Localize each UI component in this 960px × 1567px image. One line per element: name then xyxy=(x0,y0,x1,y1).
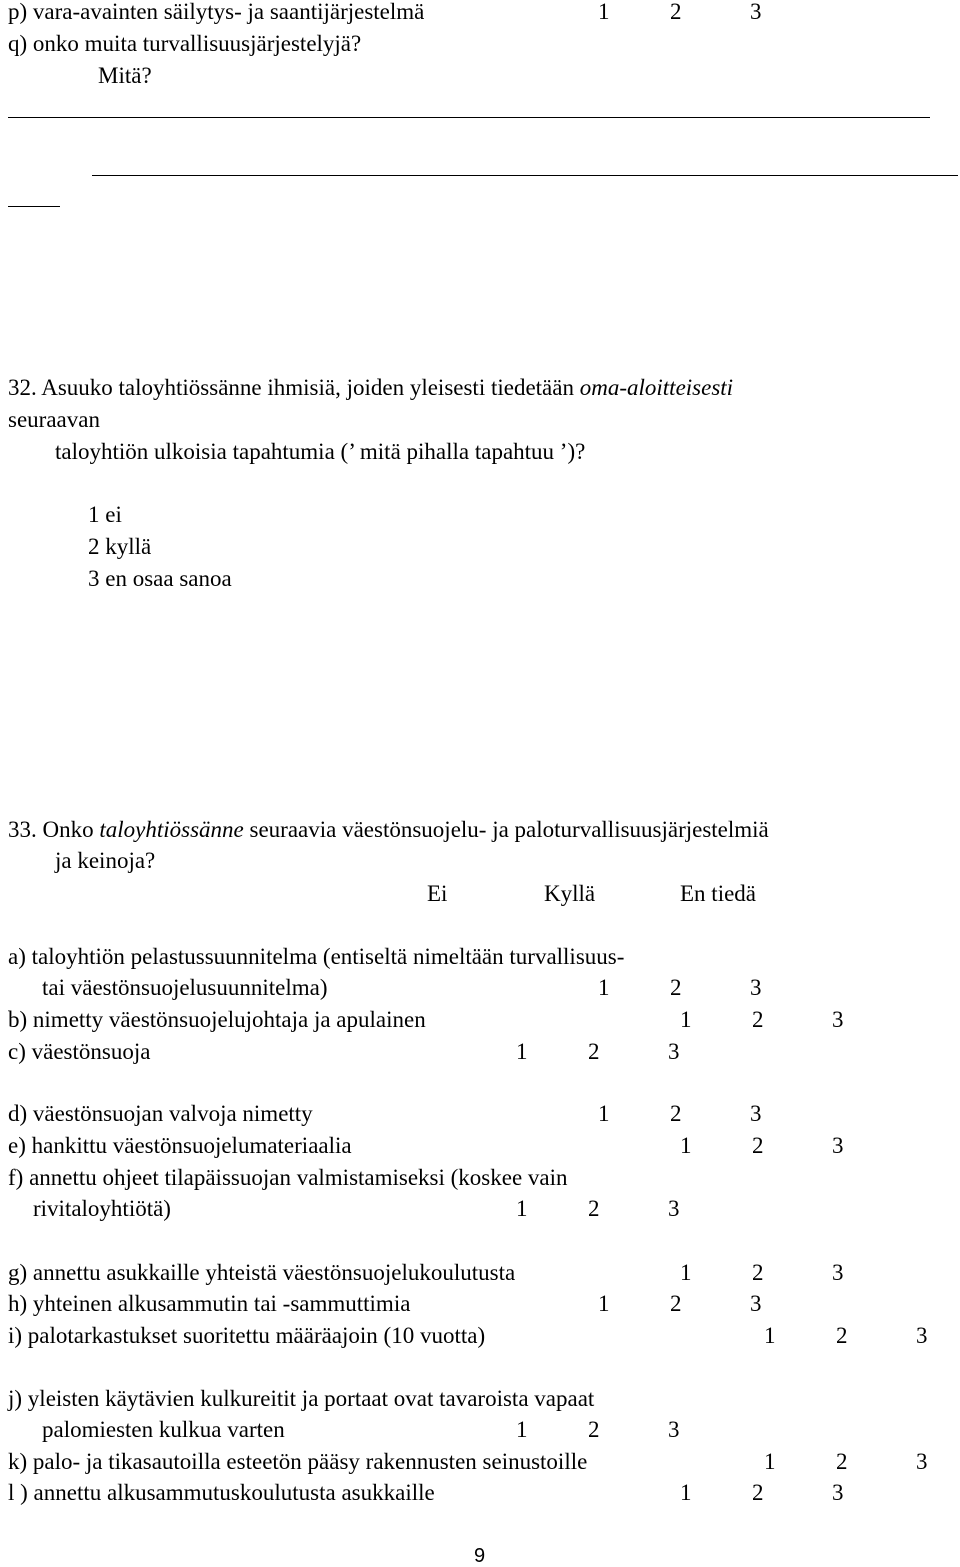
item-a-option-3: 3 xyxy=(750,975,762,1000)
answer-line-2 xyxy=(92,175,958,176)
item-q-sub-label: Mitä? xyxy=(98,63,152,88)
item-p-label: p) vara-avainten säilytys- ja saantijärjestelmä xyxy=(8,0,425,24)
item-b-option-3: 3 xyxy=(832,1007,844,1032)
item-g-option-2: 2 xyxy=(752,1260,764,1285)
item-c-option-3: 3 xyxy=(668,1039,680,1064)
item-f-option-1: 1 xyxy=(516,1196,528,1221)
item-i-option-2: 2 xyxy=(836,1323,848,1348)
item-e-option-1: 1 xyxy=(680,1133,692,1158)
item-q-label: q) onko muita turvallisuusjärjestelyjä? xyxy=(8,31,362,56)
item-f-line-1: f) annettu ohjeet tilapäissuojan valmistamiseksi (koskee vain xyxy=(8,1165,568,1190)
item-k-option-2: 2 xyxy=(836,1449,848,1474)
item-i-option-3: 3 xyxy=(916,1323,928,1348)
item-c-option-2: 2 xyxy=(588,1039,600,1064)
header-kylla: Kyllä xyxy=(544,881,596,906)
item-c-option-1: 1 xyxy=(516,1039,528,1064)
q32-line-2: seuraavan xyxy=(8,407,100,432)
q33-line-2: ja keinoja? xyxy=(55,848,156,873)
item-p-option-2: 2 xyxy=(670,0,682,24)
item-a-line-2: tai väestönsuojelusuunnitelma) xyxy=(42,975,328,1000)
item-g-option-3: 3 xyxy=(832,1260,844,1285)
item-k-option-1: 1 xyxy=(764,1449,776,1474)
header-en-tieda: En tiedä xyxy=(680,881,756,906)
item-l-option-3: 3 xyxy=(832,1480,844,1505)
item-h-option-3: 3 xyxy=(750,1291,762,1316)
item-l-option-2: 2 xyxy=(752,1480,764,1505)
item-l-option-1: 1 xyxy=(680,1480,692,1505)
item-a-option-1: 1 xyxy=(598,975,610,1000)
q32-line-3: taloyhtiön ulkoisia tapahtumia (’ mitä pihalla tapahtuu ’)? xyxy=(55,439,586,464)
item-d-option-1: 1 xyxy=(598,1101,610,1126)
item-e-option-2: 2 xyxy=(752,1133,764,1158)
item-f-option-3: 3 xyxy=(668,1196,680,1221)
item-d-label: d) väestönsuojan valvoja nimetty xyxy=(8,1101,313,1126)
item-i-option-1: 1 xyxy=(764,1323,776,1348)
item-e-label: e) hankittu väestönsuojelumateriaalia xyxy=(8,1133,352,1158)
item-a-option-2: 2 xyxy=(670,975,682,1000)
answer-line-3 xyxy=(8,206,60,207)
item-p-option-1: 1 xyxy=(598,0,610,24)
item-b-option-2: 2 xyxy=(752,1007,764,1032)
item-d-option-3: 3 xyxy=(750,1101,762,1126)
item-h-label: h) yhteinen alkusammutin tai -sammuttimia xyxy=(8,1291,411,1316)
item-a-line-1: a) taloyhtiön pelastussuunnitelma (entiseltä nimeltään turvallisuus- xyxy=(8,944,625,969)
answer-line-1 xyxy=(8,117,930,118)
item-c-label: c) väestönsuoja xyxy=(8,1039,151,1064)
item-d-option-2: 2 xyxy=(670,1101,682,1126)
q32-option-1: 1 ei xyxy=(88,502,122,527)
item-g-label: g) annettu asukkaille yhteistä väestönsuojelukoulutusta xyxy=(8,1260,516,1285)
page-number: 9 xyxy=(474,1545,486,1567)
item-h-option-1: 1 xyxy=(598,1291,610,1316)
q32-line-1: 32. Asuuko taloyhtiössänne ihmisiä, joiden yleisesti tiedetään oma-aloitteisesti xyxy=(8,375,734,400)
item-b-option-1: 1 xyxy=(680,1007,692,1032)
item-l-label: l ) annettu alkusammutuskoulutusta asukkaille xyxy=(8,1480,435,1505)
item-b-label: b) nimetty väestönsuojelujohtaja ja apulainen xyxy=(8,1007,426,1032)
item-p-option-3: 3 xyxy=(750,0,762,24)
header-ei: Ei xyxy=(427,881,448,906)
item-j-option-3: 3 xyxy=(668,1417,680,1442)
item-k-label: k) palo- ja tikasautoilla esteetön pääsy rakennusten seinustoille xyxy=(8,1449,588,1474)
item-k-option-3: 3 xyxy=(916,1449,928,1474)
item-f-line-2: rivitaloyhtiötä) xyxy=(33,1196,171,1221)
item-e-option-3: 3 xyxy=(832,1133,844,1158)
item-i-label: i) palotarkastukset suoritettu määräajoin (10 vuotta) xyxy=(8,1323,486,1348)
item-g-option-1: 1 xyxy=(680,1260,692,1285)
item-j-option-2: 2 xyxy=(588,1417,600,1442)
item-h-option-2: 2 xyxy=(670,1291,682,1316)
q32-option-2: 2 kyllä xyxy=(88,534,152,559)
item-j-line-1: j) yleisten käytävien kulkureitit ja portaat ovat tavaroista vapaat xyxy=(8,1386,595,1411)
q33-line-1: 33. Onko taloyhtiössänne seuraavia väestönsuojelu- ja paloturvallisuusjärjestelmiä xyxy=(8,817,769,842)
item-j-option-1: 1 xyxy=(516,1417,528,1442)
item-f-option-2: 2 xyxy=(588,1196,600,1221)
item-j-line-2: palomiesten kulkua varten xyxy=(42,1417,285,1442)
q32-option-3: 3 en osaa sanoa xyxy=(88,566,232,591)
